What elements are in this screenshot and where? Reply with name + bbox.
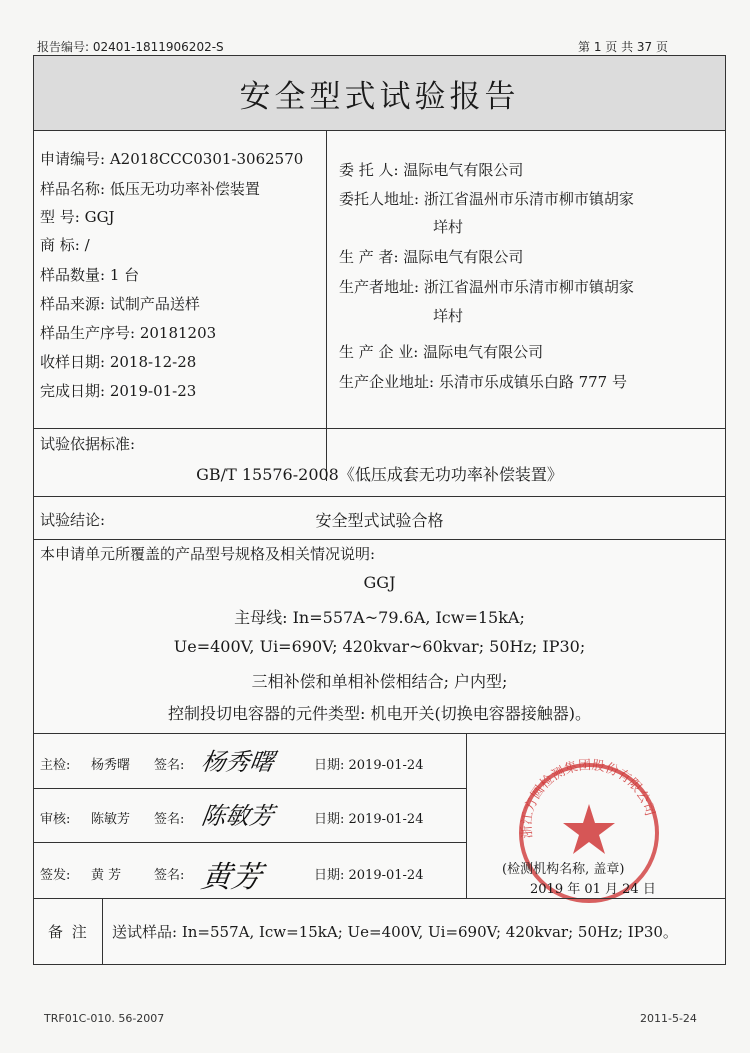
sample-field: 申请编号: A2018CCC0301-3062570 <box>40 150 304 168</box>
reviewer-sign-label: 签名: <box>154 812 185 827</box>
description-line: 控制投切电容器的元件类型: 机电开关(切换电容器接触器)。 <box>168 704 591 723</box>
client-address: 委托人地址: 浙江省温州市乐清市柳市镇胡家 <box>339 190 634 208</box>
divider <box>34 496 725 497</box>
sample-field: 完成日期: 2019-01-23 <box>40 382 197 400</box>
divider <box>34 428 725 429</box>
sample-field: 收样日期: 2018-12-28 <box>40 353 197 371</box>
sample-field: 商 标: / <box>40 236 90 254</box>
approver-date: 日期: 2019-01-24 <box>314 868 424 883</box>
standard-label: 试验依据标准: <box>40 435 136 453</box>
inspector-date: 日期: 2019-01-24 <box>314 758 424 773</box>
report-form <box>33 55 726 965</box>
reviewer-signature: 陈敏芳 <box>199 802 276 830</box>
manufacturer-address: 生产企业地址: 乐清市乐成镇乐白路 777 号 <box>339 373 627 391</box>
producer-address-cont: 垟村 <box>433 307 464 325</box>
approver-signature: 黄芳 <box>199 860 264 895</box>
description-line: GGJ <box>363 573 396 592</box>
seal-date: 2019 年 01 月 24 日 <box>530 882 656 897</box>
sample-field: 样品数量: 1 台 <box>40 266 140 284</box>
standard-value: GB/T 15576-2008《低压成套无功功率补偿装置》 <box>196 465 563 484</box>
seal-star-icon <box>563 804 615 854</box>
description-line: 三相补偿和单相补偿相结合; 户内型; <box>251 672 508 691</box>
reviewer-role: 审核: <box>40 812 71 827</box>
divider <box>34 842 466 843</box>
inspector-role: 主检: <box>40 758 71 773</box>
form-code: TRF01C-010. 56-2007 <box>44 1012 165 1025</box>
conclusion-label: 试验结论: <box>40 511 106 529</box>
seal-caption: (检测机构名称, 盖章) <box>502 862 625 877</box>
divider <box>34 788 466 789</box>
reviewer-date: 日期: 2019-01-24 <box>314 812 424 827</box>
inspector-signature: 杨秀曙 <box>199 748 276 776</box>
conclusion-value: 安全型式试验合格 <box>315 511 444 530</box>
description-line: 主母线: In=557A~79.6A, Icw=15kA; <box>234 608 525 627</box>
remarks-value: 送试样品: In=557A, Icw=15kA; Ue=400V, Ui=690V; 420kvar; 50Hz; IP30。 <box>112 923 678 941</box>
report-number: 报告编号: 02401-1811906202-S <box>37 40 224 54</box>
seal-ring-text: 浙江方圆检测集团股份有限公司 <box>519 757 657 839</box>
divider <box>34 733 725 734</box>
inspector-name: 杨秀曙 <box>91 758 131 773</box>
form-date: 2011-5-24 <box>640 1012 697 1025</box>
seal-divider <box>466 733 467 898</box>
page-indicator: 第 1 页 共 37 页 <box>578 40 668 54</box>
approver-sign-label: 签名: <box>154 868 185 883</box>
manufacturer: 生 产 企 业: 温际电气有限公司 <box>339 343 544 361</box>
producer: 生 产 者: 温际电气有限公司 <box>339 248 524 266</box>
producer-address: 生产者地址: 浙江省温州市乐清市柳市镇胡家 <box>339 278 634 296</box>
sample-field: 样品生产序号: 20181203 <box>40 324 217 342</box>
approver-role: 签发: <box>40 868 71 883</box>
report-title: 安全型式试验报告 <box>34 56 725 131</box>
description-label: 本申请单元所覆盖的产品型号规格及相关情况说明: <box>40 545 376 563</box>
client: 委 托 人: 温际电气有限公司 <box>339 161 524 179</box>
sample-field: 样品来源: 试制产品送样 <box>40 295 200 313</box>
sample-field: 样品名称: 低压无功功率补偿装置 <box>40 180 260 198</box>
client-address-cont: 垟村 <box>433 218 464 236</box>
remarks-divider <box>102 898 103 964</box>
remarks-label: 备 注 <box>48 923 89 941</box>
divider <box>34 539 725 540</box>
divider <box>34 898 725 899</box>
description-line: Ue=400V, Ui=690V; 420kvar~60kvar; 50Hz; IP30; <box>173 637 586 656</box>
reviewer-name: 陈敏芳 <box>91 812 131 827</box>
inspector-sign-label: 签名: <box>154 758 185 773</box>
approver-name: 黄 芳 <box>91 868 122 883</box>
sample-field: 型 号: GGJ <box>40 208 115 226</box>
